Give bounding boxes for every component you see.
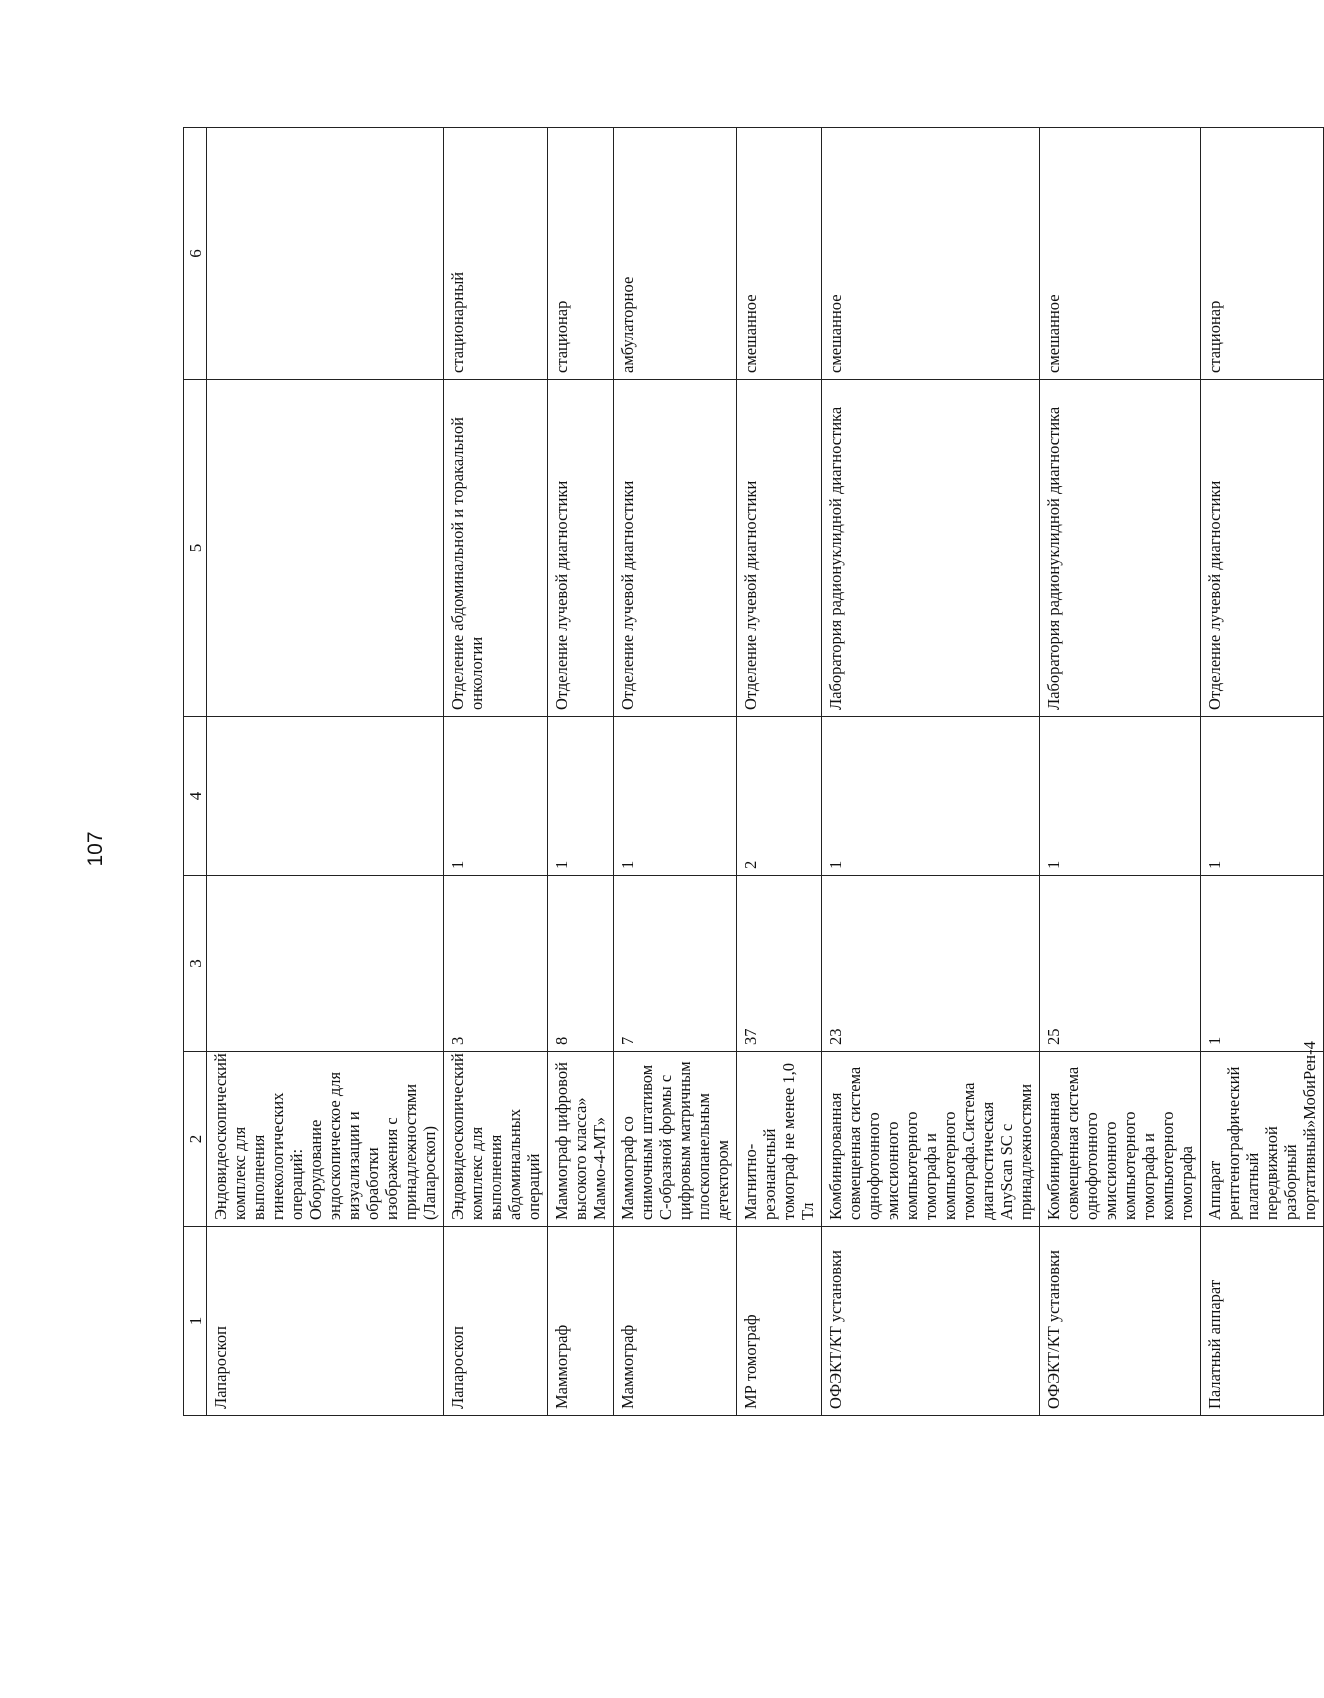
table-row xyxy=(737,128,822,1416)
mode-cell xyxy=(207,128,444,380)
equipment-name-cell: МР томограф xyxy=(737,1227,822,1416)
department-cell xyxy=(207,380,444,717)
table-row xyxy=(207,128,444,1416)
table-row xyxy=(614,128,737,1416)
column-header: 3 xyxy=(184,876,207,1052)
total-quantity-cell xyxy=(207,876,444,1052)
description-cell: Эндовидеоскопический комплекс для выполнения гинекологических операций: Оборудование эндоскопическое для визуализации и обработки изображения с принадлежностями (Лапароскоп) xyxy=(207,1052,444,1227)
equipment-table xyxy=(183,127,1324,1416)
equipment-name-cell: Лапароскоп xyxy=(444,1227,548,1416)
required-quantity-cell: 1 xyxy=(1201,717,1324,876)
description-cell: Маммограф цифровой высокого класса» Маммо-4-МТ» xyxy=(548,1052,614,1227)
description-cell: Маммограф со снимочным штативом С-образной формы с цифровым матричным плоскопанельным детектором xyxy=(614,1052,737,1227)
equipment-name-cell: Лапароскоп xyxy=(207,1227,444,1416)
required-quantity-cell: 1 xyxy=(822,717,1040,876)
page-number-text: 107 xyxy=(84,831,107,867)
mode-cell: смешанное xyxy=(822,128,1040,380)
department-cell: Отделение лучевой диагностики xyxy=(548,380,614,717)
table-row xyxy=(1040,128,1201,1416)
department-cell: Отделение лучевой диагностики xyxy=(1201,380,1324,717)
required-quantity-cell: 2 xyxy=(737,717,822,876)
required-quantity-cell: 1 xyxy=(444,717,548,876)
mode-cell: смешанное xyxy=(1040,128,1201,380)
table-row xyxy=(822,128,1040,1416)
department-cell: Отделение лучевой диагностики xyxy=(737,380,822,717)
total-quantity-cell: 1 xyxy=(1201,876,1324,1052)
total-quantity-cell: 23 xyxy=(822,876,1040,1052)
description-cell: Эндовидеоскопический комплекс для выполнения абдоминальных операций xyxy=(444,1052,548,1227)
description-cell: Магнитно-резонансный томограф не менее 1,0 Тл xyxy=(737,1052,822,1227)
mode-cell: смешанное xyxy=(737,128,822,380)
header-row xyxy=(184,128,207,1416)
equipment-name-cell: Маммограф xyxy=(548,1227,614,1416)
table-row xyxy=(444,128,548,1416)
equipment-name-cell: ОФЭКТ/КТ установки xyxy=(1040,1227,1201,1416)
total-quantity-cell: 3 xyxy=(444,876,548,1052)
equipment-name-cell: ОФЭКТ/КТ установки xyxy=(822,1227,1040,1416)
equipment-name-cell: Палатный аппарат xyxy=(1201,1227,1324,1416)
table-row xyxy=(548,128,614,1416)
equipment-name-cell: Маммограф xyxy=(614,1227,737,1416)
required-quantity-cell: 1 xyxy=(548,717,614,876)
total-quantity-cell: 25 xyxy=(1040,876,1201,1052)
department-cell: Лаборатория радионуклидной диагностика xyxy=(822,380,1040,717)
description-cell: Аппарат рентгенографический палатный передвижной разборный портативный»МобиРен-4 xyxy=(1201,1052,1324,1227)
column-header: 6 xyxy=(184,128,207,380)
department-cell: Лаборатория радионуклидной диагностика xyxy=(1040,380,1201,717)
required-quantity-cell xyxy=(207,717,444,876)
mode-cell: стационар xyxy=(548,128,614,380)
department-cell: Отделение абдоминальной и торакальной онкологии xyxy=(444,380,548,717)
description-cell: Комбинированная совмещенная система однофотонного эмиссионного компьютерного томографа и компьютерного томографа.Система диагностическая AnyScan SC с принадлежностями xyxy=(822,1052,1040,1227)
total-quantity-cell: 37 xyxy=(737,876,822,1052)
column-header: 1 xyxy=(184,1227,207,1416)
mode-cell: стационарный xyxy=(444,128,548,380)
mode-cell: амбулаторное xyxy=(614,128,737,380)
required-quantity-cell: 1 xyxy=(614,717,737,876)
column-header: 5 xyxy=(184,380,207,717)
table-row xyxy=(1201,128,1324,1416)
description-cell: Комбинированная совмещенная система однофотонного эмиссионного компьютерного томографа и компьютерного томографа xyxy=(1040,1052,1201,1227)
mode-cell: стационар xyxy=(1201,128,1324,380)
required-quantity-cell: 1 xyxy=(1040,717,1201,876)
column-header: 2 xyxy=(184,1052,207,1227)
total-quantity-cell: 7 xyxy=(614,876,737,1052)
rotated-table-wrapper xyxy=(183,128,1319,1416)
department-cell: Отделение лучевой диагностики xyxy=(614,380,737,717)
column-header: 4 xyxy=(184,717,207,876)
total-quantity-cell: 8 xyxy=(548,876,614,1052)
